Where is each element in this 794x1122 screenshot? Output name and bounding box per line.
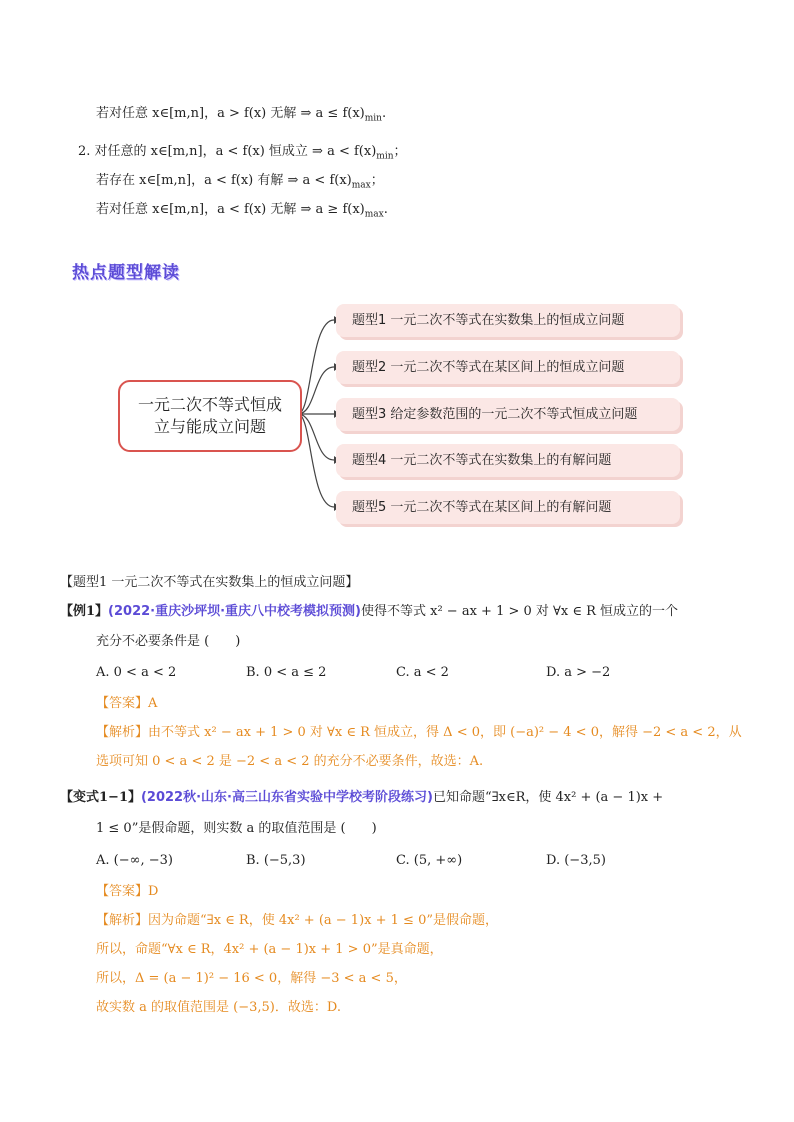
branch-label: 题型1 一元二次不等式在实数集上的恒成立问题: [352, 313, 625, 328]
variant-stem: 已知命题“∃x∈R，使 4x² + (a − 1)x +: [432, 790, 664, 805]
example-stem: 使得不等式 x² − ax + 1 > 0 对 ∀x ∈ R 恒成立的一个: [361, 604, 679, 619]
mindmap-branch-3[interactable]: [336, 398, 680, 431]
topic-header: 【题型1 一元二次不等式在实数集上的恒成立问题】: [60, 575, 359, 590]
mindmap-center-node: [118, 380, 302, 452]
branch-label: 题型4 一元二次不等式在实数集上的有解问题: [352, 453, 612, 468]
mindmap-branch-4[interactable]: [336, 444, 680, 477]
variant1-analysis-2: 所以，命题“∀x ∈ R，4x² + (a − 1)x + 1 > 0”是真命题，: [96, 942, 443, 957]
choice-b[interactable]: B. 0 < a ≤ 2: [246, 665, 327, 680]
answer-label: 【答案】: [96, 884, 149, 899]
variant1-analysis-3: 所以，Δ = (a − 1)² − 16 < 0，解得 −3 < a < 5，: [96, 971, 407, 986]
condition-line-1: [96, 105, 386, 128]
branch-label: 题型2 一元二次不等式在某区间上的恒成立问题: [352, 360, 625, 375]
choice-b[interactable]: B. (−5,3): [246, 853, 306, 868]
choice-d[interactable]: D. a > −2: [546, 665, 611, 680]
example-tag: 【例1】: [60, 604, 109, 619]
choice-d[interactable]: D. (−3,5): [546, 853, 606, 868]
example1-line-1: [60, 603, 678, 621]
mindmap-branch-2[interactable]: [336, 351, 680, 384]
branch-label: 题型3 给定参数范围的一元二次不等式恒成立问题: [352, 407, 638, 422]
variant1-answer: [96, 883, 158, 901]
condition-line-3: [96, 172, 384, 195]
line-tail: ；: [393, 144, 407, 159]
choice-c[interactable]: C. a < 2: [396, 665, 449, 680]
mindmap-center-label: 一元二次不等式恒成立与能成立问题: [137, 395, 282, 436]
answer-value: A: [148, 696, 158, 711]
condition-text: 若对任意 x∈[m,n]，a < f(x) 无解 ⇒ a ≥ f(x): [96, 202, 365, 217]
line-tail: .: [381, 106, 387, 121]
subscript: min: [364, 113, 382, 124]
condition-line-4: [96, 201, 388, 224]
example1-line-2: 充分不必要条件是 ( ): [96, 634, 241, 649]
branch-label: 题型5 一元二次不等式在某区间上的有解问题: [352, 500, 612, 515]
mindmap-branch-5[interactable]: [336, 491, 680, 524]
answer-value: D: [148, 884, 159, 899]
subscript: max: [364, 209, 384, 220]
subscript: min: [376, 151, 394, 162]
example1-analysis-2: 选项可知 0 < a < 2 是 −2 < a < 2 的充分不必要条件，故选：A.: [96, 754, 484, 769]
section-title: 热点题型解读: [72, 263, 180, 283]
analysis-text: 由不等式 x² − ax + 1 > 0 对 ∀x ∈ R 恒成立，得 Δ < 0，即 (−a)² − 4 < 0，解得 −2 < a < 2，从: [148, 725, 742, 740]
condition-line-2: [78, 143, 407, 166]
example1-analysis-1: [96, 724, 742, 742]
variant-source: (2022秋·山东·高三山东省实验中学校考阶段练习): [140, 790, 433, 805]
mindmap-branch-1[interactable]: [336, 304, 680, 337]
condition-text: 若存在 x∈[m,n]，a < f(x) 有解 ⇒ a < f(x): [96, 173, 352, 188]
variant1-analysis-1: [96, 912, 498, 930]
example1-answer: [96, 695, 157, 713]
condition-text: 若对任意 x∈[m,n]，a > f(x) 无解 ⇒ a ≤ f(x): [96, 106, 365, 121]
analysis-text: 因为命题“∃x ∈ R，使 4x² + (a − 1)x + 1 ≤ 0”是假命题，: [148, 913, 498, 928]
condition-text: 2. 对任意的 x∈[m,n]，a < f(x) 恒成立 ⇒ a < f(x): [78, 144, 377, 159]
variant1-line-1: [60, 789, 663, 807]
variant1-line-2: 1 ≤ 0”是假命题，则实数 a 的取值范围是 ( ): [96, 821, 377, 836]
line-tail: .: [383, 202, 388, 217]
variant1-analysis-4: 故实数 a 的取值范围是 (−3,5)．故选：D.: [96, 1000, 341, 1015]
choice-a[interactable]: A. 0 < a < 2: [96, 665, 177, 680]
choice-c[interactable]: C. (5, +∞): [396, 853, 463, 868]
example-source: (2022·重庆沙坪坝·重庆八中校考模拟预测): [108, 604, 361, 619]
subscript: max: [351, 180, 371, 191]
line-tail: ；: [370, 173, 384, 188]
choice-a[interactable]: A. (−∞, −3): [96, 853, 173, 868]
analysis-label: 【解析】: [96, 725, 149, 740]
variant-tag: 【变式1−1】: [60, 790, 141, 805]
analysis-label: 【解析】: [96, 913, 149, 928]
answer-label: 【答案】: [96, 696, 149, 711]
